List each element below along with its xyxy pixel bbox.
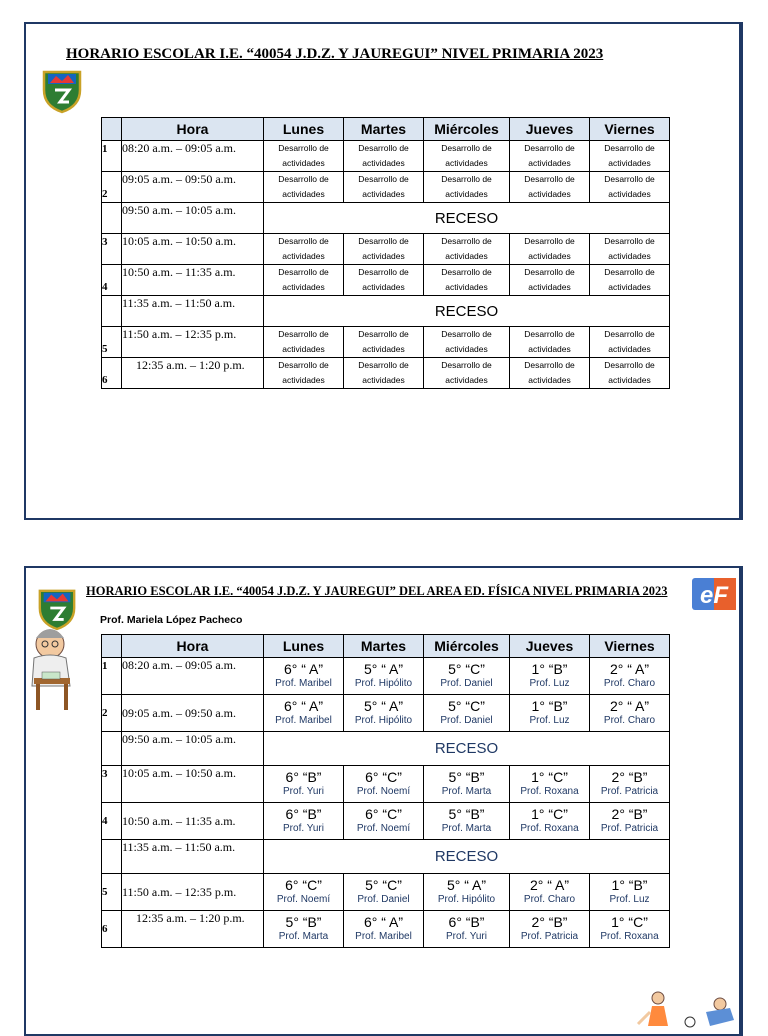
activity-line2: actividades [282, 251, 325, 261]
teacher-label: Prof. Daniel [357, 894, 410, 905]
teacher-label: Prof. Maribel [355, 931, 412, 942]
table-row [102, 358, 670, 389]
teacher-label: Prof. Luz [529, 678, 570, 689]
period-number: 3 [102, 766, 122, 803]
schedule-table [101, 634, 670, 948]
sheet-title: HORARIO ESCOLAR I.E. “40054 J.D.Z. Y JAUREGUI” DEL AREA ED. FÍSICA NIVEL PRIMARIA 2023 [86, 584, 668, 598]
grade-section: 2° “B” [611, 769, 648, 785]
activity-cell [590, 265, 670, 296]
header-viernes: Viernes [590, 118, 670, 141]
time-slot: 08:20 a.m. – 09:05 a.m. [122, 658, 264, 695]
table-row [102, 658, 670, 695]
activity-cell [590, 234, 670, 265]
activity-line1: Desarrollo de [441, 267, 492, 277]
grade-section: 1° “C” [531, 806, 568, 822]
teacher-label: Prof. Roxana [520, 823, 579, 834]
class-cell [344, 874, 424, 911]
teacher-label: Prof. Charo [523, 894, 576, 905]
header-miercoles: Miércoles [424, 118, 510, 141]
class-cell [510, 803, 590, 840]
activity-cell [264, 172, 344, 203]
class-cell [510, 658, 590, 695]
class-cell [344, 911, 424, 948]
time-slot: 11:35 a.m. – 11:50 a.m. [122, 296, 264, 327]
activity-line1: Desarrollo de [604, 143, 655, 153]
period-number: 5 [102, 874, 122, 911]
period-number: 4 [102, 265, 122, 296]
time-slot: 09:50 a.m. – 10:05 a.m. [122, 203, 264, 234]
activity-line1: Desarrollo de [524, 174, 575, 184]
teacher-label: Prof. Charo [603, 715, 656, 726]
teacher-label: Prof. Marta [441, 786, 492, 797]
activity-cell [264, 327, 344, 358]
grade-section: 6° “B” [448, 914, 485, 930]
activity-cell [264, 358, 344, 389]
class-cell [264, 695, 344, 732]
recess-row [102, 840, 670, 874]
time-slot: 11:35 a.m. – 11:50 a.m. [122, 840, 264, 874]
class-cell [510, 695, 590, 732]
activity-line1: Desarrollo de [358, 143, 409, 153]
activity-cell [510, 172, 590, 203]
grade-section: 6° “C” [365, 769, 402, 785]
time-slot: 10:05 a.m. – 10:50 a.m. [122, 766, 264, 803]
activity-line1: Desarrollo de [604, 360, 655, 370]
activity-line1: Desarrollo de [358, 267, 409, 277]
activity-line2: actividades [608, 282, 651, 292]
grade-section: 2° “B” [531, 914, 568, 930]
activity-line1: Desarrollo de [278, 329, 329, 339]
activity-line2: actividades [528, 158, 571, 168]
activity-line1: Desarrollo de [441, 174, 492, 184]
grade-section: 5° “ A” [446, 877, 487, 893]
teacher-label: Prof. Luz [529, 715, 570, 726]
time-slot: 10:50 a.m. – 11:35 a.m. [122, 265, 264, 296]
class-cell [344, 695, 424, 732]
class-cell [264, 766, 344, 803]
activity-cell [344, 358, 424, 389]
header-hora: Hora [122, 635, 264, 658]
class-cell [264, 803, 344, 840]
period-number [102, 296, 122, 327]
class-cell [264, 874, 344, 911]
grade-section: 5° “B” [448, 769, 485, 785]
table-row [102, 803, 670, 840]
recess-label: RECESO [264, 732, 670, 766]
sports-figures-icon [630, 990, 740, 1030]
activity-line2: actividades [608, 375, 651, 385]
schedule-sheet-general [24, 22, 743, 520]
grade-section: 5° “ A” [363, 661, 404, 677]
time-slot: 09:50 a.m. – 10:05 a.m. [122, 732, 264, 766]
period-number: 1 [102, 141, 122, 172]
activity-line2: actividades [608, 158, 651, 168]
grade-section: 5° “B” [285, 914, 322, 930]
time-slot: 08:20 a.m. – 09:05 a.m. [122, 141, 264, 172]
activity-cell [264, 234, 344, 265]
header-martes: Martes [344, 118, 424, 141]
activity-line2: actividades [282, 189, 325, 199]
schedule-table [101, 117, 670, 389]
class-cell [264, 658, 344, 695]
table-row [102, 911, 670, 948]
table-row [102, 874, 670, 911]
activity-line2: actividades [362, 344, 405, 354]
grade-section: 6° “ A” [283, 661, 324, 677]
activity-line2: actividades [445, 282, 488, 292]
time-slot: 12:35 a.m. – 1:20 p.m. [122, 358, 264, 389]
header-miercoles: Miércoles [424, 635, 510, 658]
activity-line2: actividades [528, 344, 571, 354]
activity-line1: Desarrollo de [604, 267, 655, 277]
teacher-label: Prof. Patricia [520, 931, 579, 942]
activity-line1: Desarrollo de [358, 329, 409, 339]
grade-section: 6° “B” [285, 769, 322, 785]
activity-cell [344, 265, 424, 296]
period-number: 5 [102, 327, 122, 358]
activity-line1: Desarrollo de [441, 360, 492, 370]
teacher-label: Prof. Maribel [275, 715, 332, 726]
activity-cell [510, 141, 590, 172]
activity-cell [424, 234, 510, 265]
class-cell [424, 874, 510, 911]
header-corner [102, 118, 122, 141]
teacher-label: Prof. Hipólito [437, 894, 496, 905]
grade-section: 6° “ A” [363, 914, 404, 930]
table-row [102, 766, 670, 803]
table-row [102, 695, 670, 732]
period-number [102, 732, 122, 766]
activity-line2: actividades [445, 189, 488, 199]
activity-line1: Desarrollo de [358, 236, 409, 246]
class-cell [590, 803, 670, 840]
activity-line2: actividades [362, 189, 405, 199]
activity-line2: actividades [608, 344, 651, 354]
activity-cell [590, 141, 670, 172]
grade-section: 2° “B” [611, 806, 648, 822]
class-cell [424, 911, 510, 948]
activity-line2: actividades [445, 344, 488, 354]
class-cell [424, 695, 510, 732]
activity-cell [590, 172, 670, 203]
recess-row [102, 203, 670, 234]
teacher-label: Prof. Maribel [275, 678, 332, 689]
grade-section: 2° “ A” [609, 698, 650, 714]
teacher-label: Prof. Roxana [520, 786, 579, 797]
activity-line1: Desarrollo de [524, 236, 575, 246]
physical-education-logo-icon [692, 578, 736, 610]
grade-section: 1° “B” [531, 698, 568, 714]
activity-line1: Desarrollo de [278, 236, 329, 246]
table-row [102, 141, 670, 172]
teacher-label: Prof. Yuri [446, 931, 487, 942]
teacher-label: Prof. Patricia [600, 823, 659, 834]
activity-line2: actividades [445, 375, 488, 385]
grade-section: 1° “C” [531, 769, 568, 785]
activity-line2: actividades [282, 344, 325, 354]
time-slot: 10:50 a.m. – 11:35 a.m. [122, 803, 264, 840]
activity-cell [510, 327, 590, 358]
activity-line1: Desarrollo de [441, 329, 492, 339]
header-lunes: Lunes [264, 118, 344, 141]
teacher-label: Prof. Hipólito [354, 715, 413, 726]
activity-line1: Desarrollo de [604, 174, 655, 184]
activity-line1: Desarrollo de [524, 329, 575, 339]
activity-line1: Desarrollo de [604, 236, 655, 246]
period-number: 6 [102, 911, 122, 948]
period-number: 1 [102, 658, 122, 695]
activity-line1: Desarrollo de [358, 360, 409, 370]
activity-line1: Desarrollo de [604, 329, 655, 339]
class-cell [590, 874, 670, 911]
activity-line1: Desarrollo de [524, 143, 575, 153]
activity-cell [424, 265, 510, 296]
sheet-title: HORARIO ESCOLAR I.E. “40054 J.D.Z. Y JAUREGUI” NIVEL PRIMARIA 2023 [66, 46, 604, 62]
class-cell [590, 766, 670, 803]
activity-cell [424, 141, 510, 172]
activity-cell [264, 141, 344, 172]
activity-line2: actividades [608, 251, 651, 261]
class-cell [510, 766, 590, 803]
header-martes: Martes [344, 635, 424, 658]
recess-label: RECESO [264, 203, 670, 234]
grade-section: 5° “ A” [363, 698, 404, 714]
activity-line2: actividades [282, 158, 325, 168]
teacher-label: Prof. Daniel [440, 715, 493, 726]
activity-line2: actividades [282, 282, 325, 292]
activity-line2: actividades [282, 375, 325, 385]
table-row [102, 234, 670, 265]
grade-section: 5° “C” [365, 877, 402, 893]
header-jueves: Jueves [510, 118, 590, 141]
activity-line2: actividades [445, 251, 488, 261]
activity-cell [344, 172, 424, 203]
teacher-label: Prof. Patricia [600, 786, 659, 797]
activity-cell [424, 358, 510, 389]
activity-cell [264, 265, 344, 296]
activity-cell [510, 234, 590, 265]
grade-section: 5° “C” [448, 661, 485, 677]
recess-label: RECESO [264, 296, 670, 327]
activity-line2: actividades [362, 251, 405, 261]
activity-cell [424, 327, 510, 358]
class-cell [424, 658, 510, 695]
activity-line1: Desarrollo de [524, 360, 575, 370]
class-cell [344, 658, 424, 695]
activity-cell [590, 358, 670, 389]
time-slot: 12:35 a.m. – 1:20 p.m. [122, 911, 264, 948]
recess-row [102, 732, 670, 766]
activity-line1: Desarrollo de [358, 174, 409, 184]
recess-label: RECESO [264, 840, 670, 874]
time-slot: 11:50 a.m. – 12:35 p.m. [122, 327, 264, 358]
teacher-label: Prof. Luz [609, 894, 650, 905]
teacher-label: Prof. Roxana [600, 931, 659, 942]
activity-line2: actividades [362, 375, 405, 385]
class-cell [344, 803, 424, 840]
activity-line2: actividades [528, 251, 571, 261]
class-cell [344, 766, 424, 803]
grade-section: 5° “C” [448, 698, 485, 714]
class-cell [424, 766, 510, 803]
grade-section: 2° “ A” [609, 661, 650, 677]
grade-section: 6° “ A” [283, 698, 324, 714]
activity-line1: Desarrollo de [278, 267, 329, 277]
period-number: 6 [102, 358, 122, 389]
header-viernes: Viernes [590, 635, 670, 658]
activity-line2: actividades [608, 189, 651, 199]
teacher-label: Prof. Yuri [283, 786, 324, 797]
activity-line1: Desarrollo de [278, 174, 329, 184]
teacher-label: Prof. Noemí [356, 786, 411, 797]
header-lunes: Lunes [264, 635, 344, 658]
period-number: 2 [102, 172, 122, 203]
period-number: 3 [102, 234, 122, 265]
teacher-label: Prof. Hipólito [354, 678, 413, 689]
time-slot: 11:50 a.m. – 12:35 p.m. [122, 874, 264, 911]
activity-cell [344, 234, 424, 265]
teacher-label: Prof. Charo [603, 678, 656, 689]
class-cell [510, 874, 590, 911]
grade-section: 2° “ A” [529, 877, 570, 893]
table-row [102, 172, 670, 203]
period-number [102, 203, 122, 234]
time-slot: 09:05 a.m. – 09:50 a.m. [122, 172, 264, 203]
class-cell [510, 911, 590, 948]
grade-section: 1° “C” [611, 914, 648, 930]
activity-line2: actividades [362, 282, 405, 292]
teacher-label: Prof. Yuri [283, 823, 324, 834]
activity-line2: actividades [528, 189, 571, 199]
class-cell [590, 911, 670, 948]
table-row [102, 327, 670, 358]
activity-cell [424, 172, 510, 203]
activity-line1: Desarrollo de [524, 267, 575, 277]
activity-line2: actividades [362, 158, 405, 168]
table-row [102, 265, 670, 296]
period-number: 4 [102, 803, 122, 840]
doctor-at-desk-icon [26, 618, 76, 714]
class-cell [590, 695, 670, 732]
teacher-label: Prof. Marta [441, 823, 492, 834]
header-hora: Hora [122, 118, 264, 141]
grade-section: 5° “B” [448, 806, 485, 822]
teacher-name: Prof. Mariela López Pacheco [100, 614, 243, 626]
teacher-label: Prof. Daniel [440, 678, 493, 689]
grade-section: 6° “C” [285, 877, 322, 893]
grade-section: 6° “B” [285, 806, 322, 822]
period-number: 2 [102, 695, 122, 732]
activity-line2: actividades [445, 158, 488, 168]
recess-row [102, 296, 670, 327]
teacher-label: Prof. Noemí [276, 894, 331, 905]
class-cell [264, 911, 344, 948]
activity-line1: Desarrollo de [278, 360, 329, 370]
activity-cell [590, 327, 670, 358]
header-corner [102, 635, 122, 658]
teacher-label: Prof. Noemí [356, 823, 411, 834]
activity-line2: actividades [528, 282, 571, 292]
header-jueves: Jueves [510, 635, 590, 658]
grade-section: 1° “B” [531, 661, 568, 677]
period-number [102, 840, 122, 874]
activity-cell [510, 265, 590, 296]
schedule-sheet-physical-education [24, 566, 743, 1036]
class-cell [590, 658, 670, 695]
school-crest-icon [40, 66, 84, 114]
activity-cell [344, 327, 424, 358]
activity-line1: Desarrollo de [441, 143, 492, 153]
activity-line2: actividades [528, 375, 571, 385]
activity-line1: Desarrollo de [441, 236, 492, 246]
logo-text: eF [699, 582, 729, 609]
activity-line1: Desarrollo de [278, 143, 329, 153]
time-slot: 10:05 a.m. – 10:50 a.m. [122, 234, 264, 265]
grade-section: 6° “C” [365, 806, 402, 822]
teacher-label: Prof. Marta [278, 931, 329, 942]
time-slot: 09:05 a.m. – 09:50 a.m. [122, 695, 264, 732]
activity-cell [344, 141, 424, 172]
class-cell [424, 803, 510, 840]
activity-cell [510, 358, 590, 389]
grade-section: 1° “B” [611, 877, 648, 893]
